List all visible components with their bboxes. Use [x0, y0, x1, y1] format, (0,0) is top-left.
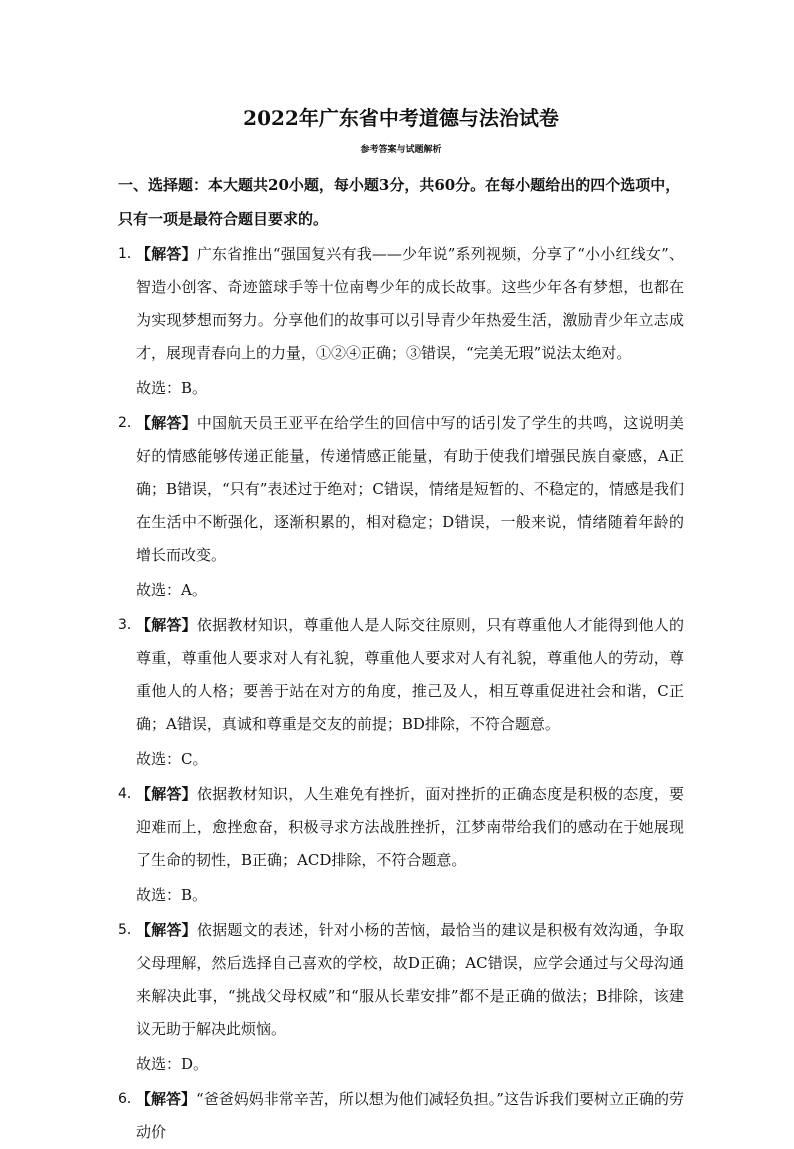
question-item-5 [118, 914, 684, 1046]
question-number: 1． [118, 246, 141, 262]
answer-tag: 【解答】 [136, 1090, 197, 1108]
question-body [136, 407, 684, 572]
question-number: 4． [118, 786, 141, 802]
explanation-text: 依据教材知识，尊重他人是人际交往原则，只有尊重他人才能得到他人的尊重，尊重他人要求对人有礼貌，尊重他人要求对人有礼貌，尊重他人的劳动，尊重他人的人格；要善于站在对方的角度，推己及人，相互尊重促进社会和谐，C正确；A错误，真诚和尊重是交友的前提；BD排除，不符合题意。 [136, 616, 684, 733]
answer-tag: 【解答】 [136, 785, 197, 803]
question-item-1 [118, 238, 684, 370]
question-number: 2． [118, 415, 141, 431]
answer-choice: 故选：A。 [136, 581, 207, 599]
question-number: 6． [118, 1091, 141, 1107]
explanation-text: “爸爸妈妈非常辛苦，所以想为他们减轻负担。”这告诉我们要树立正确的劳动价 [136, 1090, 684, 1141]
answer-choice: 故选：D。 [136, 1055, 209, 1073]
question-body [136, 914, 684, 1046]
question-body [136, 1083, 684, 1149]
question-item-6 [118, 1083, 684, 1149]
section-heading: 一、选择题：本大题共20小题，每小题3分，共60分。在每小题给出的四个选项中，只有一项是最符合题目要求的。 [118, 176, 681, 228]
answer-tag: 【解答】 [136, 921, 197, 939]
explanation-text: 中国航天员王亚平在给学生的回信中写的话引发了学生的共鸣，这说明美好的情感能够传递正能量，传递情感正能量，有助于使我们增强民族自豪感，A正确；B错误，“只有”表述过于绝对；C错误，情绪是短暂的、不稳定的，情感是我们在生活中不断强化，逐渐积累的，相对稳定；D错误，一般来说，情绪随着年龄的增长而改变。 [136, 414, 684, 564]
explanation-text: 依据题文的表述，针对小杨的苦恼，最恰当的建议是积极有效沟通，争取父母理解，然后选择自己喜欢的学校，故D正确；AC错误，应学会通过与父母沟通来解决此事，“挑战父母权威”和“服从长辈安排”都不是正确的做法；B排除，该建议无助于解决此烦恼。 [136, 921, 684, 1038]
explanation-text: 依据教材知识，人生难免有挫折，面对挫折的正确态度是积极的态度，要迎难而上，愈挫愈奋，积极寻求方法战胜挫折，江梦南带给我们的感动在于她展现了生命的韧性，B正确；ACD排除，不符合题意。 [136, 785, 684, 869]
question-item-3 [118, 609, 684, 741]
document-title: 2022年广东省中考道德与法治试卷 [243, 106, 559, 130]
answer-choice: 故选：B。 [136, 379, 208, 397]
question-body [136, 778, 684, 877]
answer-choice: 故选：C。 [136, 750, 208, 768]
question-number: 3． [118, 617, 141, 633]
answer-choice: 故选：B。 [136, 886, 208, 904]
question-item-2 [118, 407, 684, 572]
question-body [136, 238, 684, 370]
answer-tag: 【解答】 [136, 245, 197, 263]
question-body [136, 609, 684, 741]
answer-tag: 【解答】 [136, 414, 197, 432]
document-subtitle: 参考答案与试题解析 [360, 145, 442, 155]
explanation-text: 广东省推出“强国复兴有我——少年说”系列视频，分享了“小小红线女”、智造小创客、奇迹篮球手等十位南粤少年的成长故事。这些少年各有梦想，也都在为实现梦想而努力。分享他们的故事可以引导青少年热爱生活，激励青少年立志成才，展现青春向上的力量，①②④正确；③错误，“完美无瑕”说法太绝对。 [136, 245, 684, 362]
answer-tag: 【解答】 [136, 616, 197, 634]
question-item-4 [118, 778, 684, 877]
question-number: 5． [118, 922, 141, 938]
